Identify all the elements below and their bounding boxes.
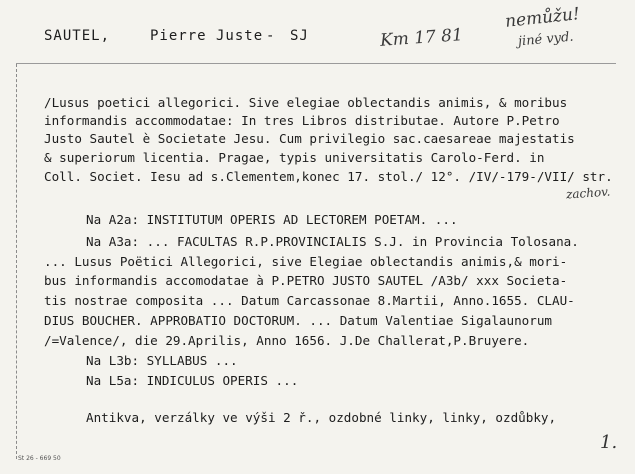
desc-line-9: Na L5a: INDICULUS OPERIS ...	[86, 373, 299, 388]
title-line-3: Justo Sautel è Societate Jesu. Cum privilegio sac.caesareae majestatis	[44, 131, 575, 146]
handwritten-note-2: jiné vyd.	[517, 29, 575, 50]
order-abbrev: SJ	[290, 28, 309, 44]
author-first-name: Pierre Juste	[150, 28, 264, 44]
title-line-1: /Lusus poetici allegorici. Sive elegiae oblectandis animis, & moribus	[44, 95, 568, 110]
margin-rule	[16, 64, 17, 459]
desc-line-1: Na A2a: INSTITUTUM OPERIS AD LECTOREM POETAM. ...	[86, 212, 458, 227]
header-rule	[16, 63, 616, 64]
handwritten-shelfmark: Km 17 81	[379, 25, 464, 51]
handwritten-note-1: nemůžu!	[504, 4, 581, 32]
form-code: St 26 - 669 50	[18, 455, 61, 462]
desc-line-2: Na A3a: ... FACULTAS R.P.PROVINCIALIS S.J. in Provincia Tolosana.	[86, 234, 579, 249]
desc-line-5: tis nostrae composita ... Datum Carcassonae 8.Martii, Anno.1655. CLAU-	[44, 293, 575, 308]
desc-line-7: /=Valence/, die 29.Aprilis, Anno 1656. J.De Challerat,P.Bruyere.	[44, 333, 530, 348]
desc-line-4: bus informandis accomodatae à P.PETRO JUSTO SAUTEL /A3b/ xxx Societa-	[44, 273, 568, 288]
header-dash: -	[266, 28, 276, 44]
title-line-2: informandis accommodatae: In tres Libros distributae. Autore P.Petro	[44, 113, 560, 128]
desc-line-6: DIUS BOUCHER. APPROBATIO DOCTORUM. ... Datum Valentiae Sigalaunorum	[44, 313, 552, 328]
author-surname: SAUTEL,	[44, 28, 111, 44]
title-line-4: & superiorum licentia. Pragae, typis universitatis Carolo-Ferd. in	[44, 150, 545, 165]
desc-line-3: ... Lusus Poëtici Allegorici, sive Elegiae oblectandis animis,& mori-	[44, 254, 568, 269]
desc-line-8: Na L3b: SYLLABUS ...	[86, 353, 238, 368]
title-line-5: Coll. Societ. Iesu ad s.Clementem,konec 17. stol./ 12°. /IV/-179-/VII/ str.	[44, 169, 613, 184]
page-mark: 1.	[600, 432, 618, 453]
margin-note: zachov.	[565, 184, 611, 202]
physical-description: Antikva, verzálky ve výši 2 ř., ozdobné linky, linky, ozdůbky,	[86, 410, 557, 425]
